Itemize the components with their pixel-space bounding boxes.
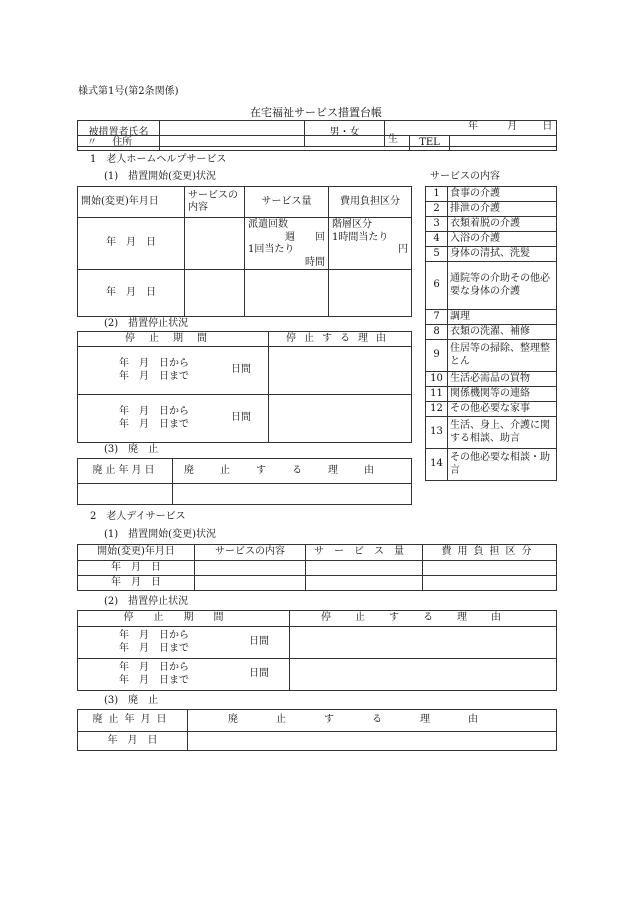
s1-abolish-reason[interactable]: [173, 484, 412, 505]
s1-h-start: 開始(変更)年月日: [78, 187, 185, 218]
s1-h-burden: 費用負担区分: [329, 187, 412, 218]
contents-item-number: 8: [426, 325, 448, 340]
contents-row: [426, 310, 557, 325]
burden-line-3: 円: [398, 244, 408, 255]
s1-h-abolish-reason: 廃止する理由: [173, 459, 412, 484]
contents-item-number: 13: [426, 417, 448, 449]
address-field[interactable]: [160, 136, 410, 151]
s2-period-2[interactable]: [78, 659, 290, 691]
from-date: 年 月 日から: [119, 406, 189, 417]
s2-h-amount: サービス量: [306, 545, 423, 561]
contents-row: [426, 247, 557, 262]
s2-reason-1[interactable]: [290, 627, 557, 659]
contents-item-text: 生活必需品の買物: [448, 372, 557, 387]
contents-row: [426, 325, 557, 340]
s2-start-title: (1) 措置開始(変更)状況: [104, 529, 216, 540]
contents-item-text: 通院等の介助その他必要な身体の介護: [448, 262, 557, 310]
contents-item-number: 11: [426, 387, 448, 402]
contents-row: [426, 202, 557, 217]
contents-item-number: 7: [426, 310, 448, 325]
section2-title: 2 老人デイサービス: [90, 511, 186, 522]
s2-start-table: [77, 544, 557, 591]
days-label: 日間: [231, 412, 251, 424]
contents-row: [426, 187, 557, 202]
amount-line-4: 時間: [305, 256, 325, 268]
s1-reason-2[interactable]: [269, 395, 412, 443]
s2-h-start: 開始(変更)年月日: [78, 545, 195, 561]
contents-row: [426, 387, 557, 402]
s1-stop-table: [77, 331, 412, 443]
s2-content-1[interactable]: [195, 561, 306, 576]
to-date: 年 月 日まで: [119, 418, 189, 430]
s2-period-1[interactable]: [78, 627, 290, 659]
s1-burden-2[interactable]: [329, 270, 412, 317]
s1-date-2[interactable]: 年 月 日: [78, 270, 185, 317]
s2-h-abolish-reason: 廃止する理由: [188, 710, 557, 732]
to-date: 年 月 日まで: [119, 370, 189, 382]
contents-item-number: 4: [426, 232, 448, 247]
s1-burden-1[interactable]: [329, 218, 412, 270]
contents-row: [426, 232, 557, 247]
s1-period-2[interactable]: [78, 395, 269, 443]
s1-content-2[interactable]: [185, 270, 245, 317]
contents-item-number: 5: [426, 247, 448, 262]
s1-h-amount: サービス量: [245, 187, 329, 218]
s1-start-table: [77, 186, 412, 317]
s1-reason-1[interactable]: [269, 347, 412, 395]
sex-label[interactable]: 男・女: [305, 121, 385, 147]
contents-item-text: 衣類着脱の介護: [448, 217, 557, 232]
amount-line-2: 週 回: [285, 231, 325, 243]
contents-item-text: 調理: [448, 310, 557, 325]
s2-abolish-table: [77, 709, 557, 751]
s2-reason-2[interactable]: [290, 659, 557, 691]
s1-abolish-date[interactable]: [78, 484, 173, 505]
s2-h-content: サービスの内容: [195, 545, 306, 561]
contents-row: [426, 417, 557, 449]
contents-item-number: 12: [426, 402, 448, 417]
s1-abolish-title: (3) 廃 止: [104, 444, 159, 455]
contents-item-text: 生活、身上、介護に関する相談、助言: [448, 417, 557, 449]
s1-h-abolish-date: 廃止年月日: [78, 459, 173, 484]
dob-month: 月: [507, 121, 518, 132]
burden-line-1: 階層区分: [332, 219, 372, 230]
tel-field[interactable]: [450, 136, 557, 151]
page-title: 在宅福祉サービス措置台帳: [250, 106, 382, 119]
contents-title: サービスの内容: [430, 171, 500, 182]
s1-h-period: 停止期間: [78, 332, 269, 347]
s2-h-reason: 停止する理由: [290, 611, 557, 627]
burden-line-2: 1時間当たり: [332, 231, 389, 243]
s1-start-title: (1) 措置開始(変更)状況: [104, 171, 216, 182]
s2-amount-2[interactable]: [306, 576, 423, 591]
amount-line-1: 派遣回数: [248, 219, 288, 230]
s2-h-period: 停止期間: [78, 611, 290, 627]
s2-stop-table: [77, 610, 557, 691]
days-label: 日間: [249, 636, 269, 648]
s1-period-1[interactable]: [78, 347, 269, 395]
contents-row: [426, 262, 557, 310]
s1-abolish-table: [77, 458, 412, 505]
s2-burden-1[interactable]: [423, 561, 557, 576]
contents-item-text: 住居等の掃除、整理整とん: [448, 340, 557, 372]
tel-label: TEL: [410, 136, 450, 151]
address-label-cell: [78, 136, 160, 151]
s2-content-2[interactable]: [195, 576, 306, 591]
s2-h-abolish-date: 廃止年月日: [78, 710, 188, 732]
contents-item-text: その他必要な家事: [448, 402, 557, 417]
contents-item-text: 関係機関等の連絡: [448, 387, 557, 402]
contents-item-number: 9: [426, 340, 448, 372]
s1-h-reason: 停止する理由: [269, 332, 412, 347]
dob-year: 年: [468, 121, 478, 132]
s2-amount-1[interactable]: [306, 561, 423, 576]
s2-date-1[interactable]: 年 月 日: [78, 561, 195, 576]
s2-date-2[interactable]: 年 月 日: [78, 576, 195, 591]
contents-row: [426, 449, 557, 481]
amount-line-3: 1回当たり: [248, 244, 295, 255]
to-date: 年 月 日まで: [119, 674, 189, 686]
s1-amount-2[interactable]: [245, 270, 329, 317]
contents-row: [426, 402, 557, 417]
address-label: 住所: [112, 136, 133, 148]
s2-abolish-reason[interactable]: [188, 732, 557, 751]
s1-date-1[interactable]: 年 月 日: [78, 218, 185, 270]
address-table: [77, 135, 557, 151]
days-label: 日間: [231, 364, 251, 376]
contents-row: [426, 340, 557, 372]
contents-item-number: 6: [426, 262, 448, 310]
to-date: 年 月 日まで: [119, 642, 189, 654]
dob-day: 日生: [388, 121, 553, 145]
from-date: 年 月 日から: [119, 358, 189, 369]
s2-h-burden: 費用負担区分: [423, 545, 557, 561]
days-label: 日間: [249, 668, 269, 680]
s1-h-content: サービスの内容: [185, 187, 245, 218]
contents-item-number: 3: [426, 217, 448, 232]
contents-item-text: 排泄の介護: [448, 202, 557, 217]
s2-abolish-date[interactable]: 年 月 日: [78, 732, 188, 751]
name-label: 被措置者氏名: [78, 121, 160, 147]
s2-abolish-title: (3) 廃 止: [104, 695, 159, 706]
contents-item-text: その他必要な相談・助言: [448, 449, 557, 481]
form-id: 様式第1号(第2条関係): [78, 86, 179, 97]
s1-stop-title: (2) 措置停止状況: [104, 318, 189, 329]
contents-row: [426, 217, 557, 232]
contents-item-number: 10: [426, 372, 448, 387]
s1-content-1[interactable]: [185, 218, 245, 270]
from-date: 年 月 日から: [119, 630, 189, 641]
s2-burden-2[interactable]: [423, 576, 557, 591]
contents-item-number: 2: [426, 202, 448, 217]
s2-stop-title: (2) 措置停止状況: [104, 596, 189, 607]
contents-row: [426, 372, 557, 387]
from-date: 年 月 日から: [119, 662, 189, 673]
contents-item-text: 入浴の介護: [448, 232, 557, 247]
s1-amount-1[interactable]: [245, 218, 329, 270]
section1-title: 1 老人ホームヘルプサービス: [90, 154, 227, 165]
contents-item-text: 衣類の洗濯、補修: [448, 325, 557, 340]
contents-item-text: 身体の清拭、洗髪: [448, 247, 557, 262]
contents-table: [425, 186, 557, 481]
ditto-mark: 〃: [87, 136, 97, 148]
contents-item-number: 14: [426, 449, 448, 481]
contents-item-text: 食事の介護: [448, 187, 557, 202]
contents-item-number: 1: [426, 187, 448, 202]
